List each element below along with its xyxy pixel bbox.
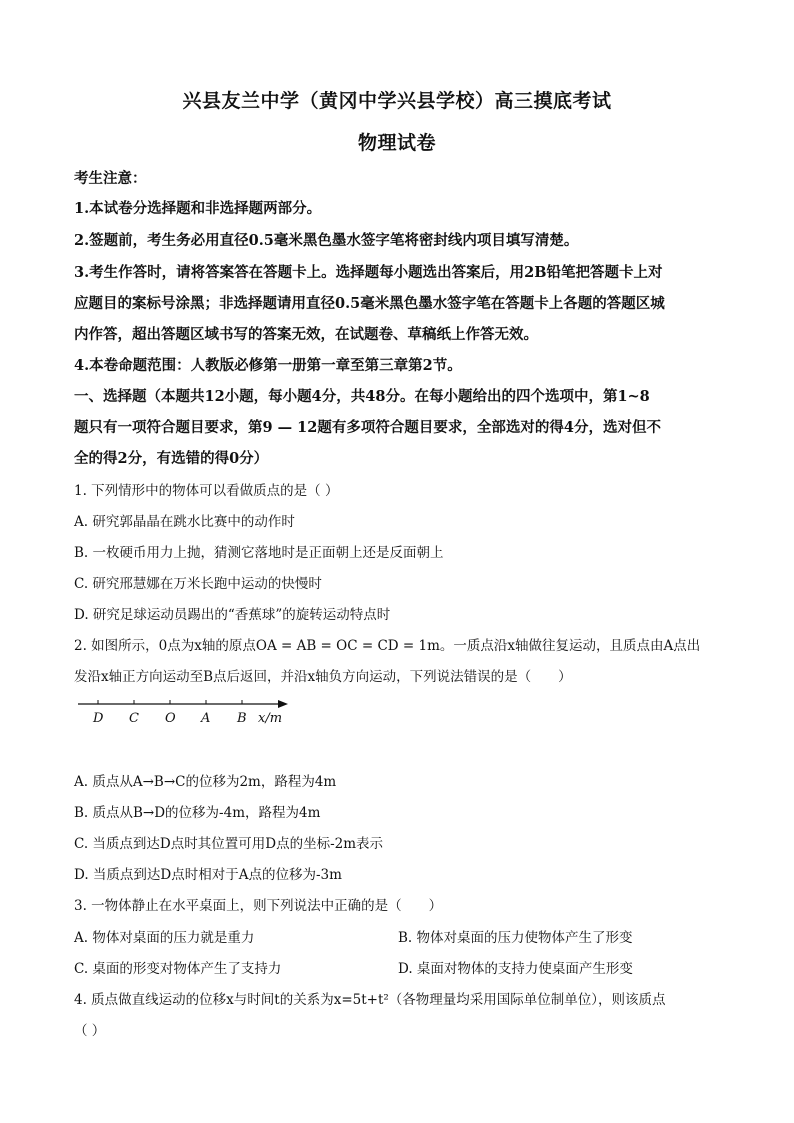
label-d: D	[93, 711, 104, 726]
q3-option-d: D. 桌面对物体的支持力使桌面产生形变	[398, 961, 633, 977]
q3-stem: 3. 一物体静止在水平桌面上，则下列说法中正确的是（ ）	[74, 898, 443, 914]
label-o: O	[165, 711, 176, 726]
q1-option-b: B. 一枚硬币用力上抛，猜测它落地时是正面朝上还是反面朝上	[74, 545, 444, 561]
q1-option-d: D. 研究足球运动员踢出的“香蕉球”的旋转运动特点时	[74, 607, 391, 623]
exam-subject: 物理试卷	[357, 132, 436, 154]
section1-line-2: 题只有一项符合题目要求，第9 — 12题有多项符合题目要求，全部选对的得4分，选对但不	[74, 419, 661, 436]
q2-stem-line-1: 2. 如图所示，0点为x轴的原点OA = AB = OC = CD = 1m。一质点沿x轴做往复运动，且质点由A点出	[74, 638, 701, 654]
q3-option-a: A. 物体对桌面的压力就是重力	[74, 930, 255, 946]
q2-option-a: A. 质点从A→B→C的位移为2m，路程为4m	[74, 774, 337, 790]
q2-option-d: D. 当质点到达D点时相对于A点的位移为-3m	[74, 867, 342, 883]
notice-heading: 考生注意：	[74, 170, 147, 187]
notice-item-1: 1.本试卷分选择题和非选择题两部分。	[74, 200, 322, 217]
number-line-figure	[74, 694, 294, 728]
q1-stem: 1. 下列情形中的物体可以看做质点的是（ ）	[74, 483, 339, 499]
q4-stem-line-2: （ ）	[74, 1023, 106, 1039]
q3-option-c: C. 桌面的形变对物体产生了支持力	[74, 961, 282, 977]
notice-item-4: 4.本卷命题范围：人教版必修第一册第一章至第三章第2节。	[74, 357, 462, 374]
axis-arrow-icon	[278, 700, 288, 708]
section1-line-3: 全的得2分，有选错的得0分）	[74, 450, 269, 467]
q2-option-b: B. 质点从B→D的位移为-4m，路程为4m	[74, 805, 321, 821]
label-x-unit: x/m	[258, 711, 283, 726]
exam-title: 兴县友兰中学（黄冈中学兴县学校）高三摸底考试	[182, 90, 612, 112]
label-c: C	[129, 711, 139, 726]
q2-stem-line-2: 发沿x轴正方向运动至B点后返回，并沿x轴负方向运动，下列说法错误的是（ ）	[74, 669, 572, 685]
label-a: A	[201, 711, 211, 726]
notice-item-3-cont2: 内作答，超出答题区域书写的答案无效，在试题卷、草稿纸上作答无效。	[74, 326, 538, 343]
q3-option-b: B. 物体对桌面的压力使物体产生了形变	[398, 930, 633, 946]
notice-item-2: 2.签题前，考生务必用直径0.5毫米黑色墨水签字笔将密封线内项目填写清楚。	[74, 232, 579, 249]
q1-option-a: A. 研究郭晶晶在跳水比赛中的动作时	[74, 514, 295, 530]
section1-line-1: 一、选择题（本题共12小题，每小题4分，共48分。在每小题给出的四个选项中，第1~8	[74, 388, 650, 405]
notice-item-3: 3.考生作答时，请将答案答在答题卡上。选择题每小题选出答案后，用2B铅笔把答题卡上对	[74, 264, 663, 281]
q1-option-c: C. 研究邢慧娜在万米长跑中运动的快慢时	[74, 576, 322, 592]
q2-option-c: C. 当质点到达D点时其位置可用D点的坐标-2m表示	[74, 836, 384, 852]
notice-item-3-cont: 应题目的案标号涂黑；非选择题请用直径0.5毫米黑色墨水签字笔在答题卡上各题的答题区城	[74, 295, 665, 312]
label-b: B	[237, 711, 247, 726]
q4-stem-line-1: 4. 质点做直线运动的位移x与时间t的关系为x=5t+t²（各物理量均采用国际单位制单位），则该质点	[74, 992, 666, 1008]
